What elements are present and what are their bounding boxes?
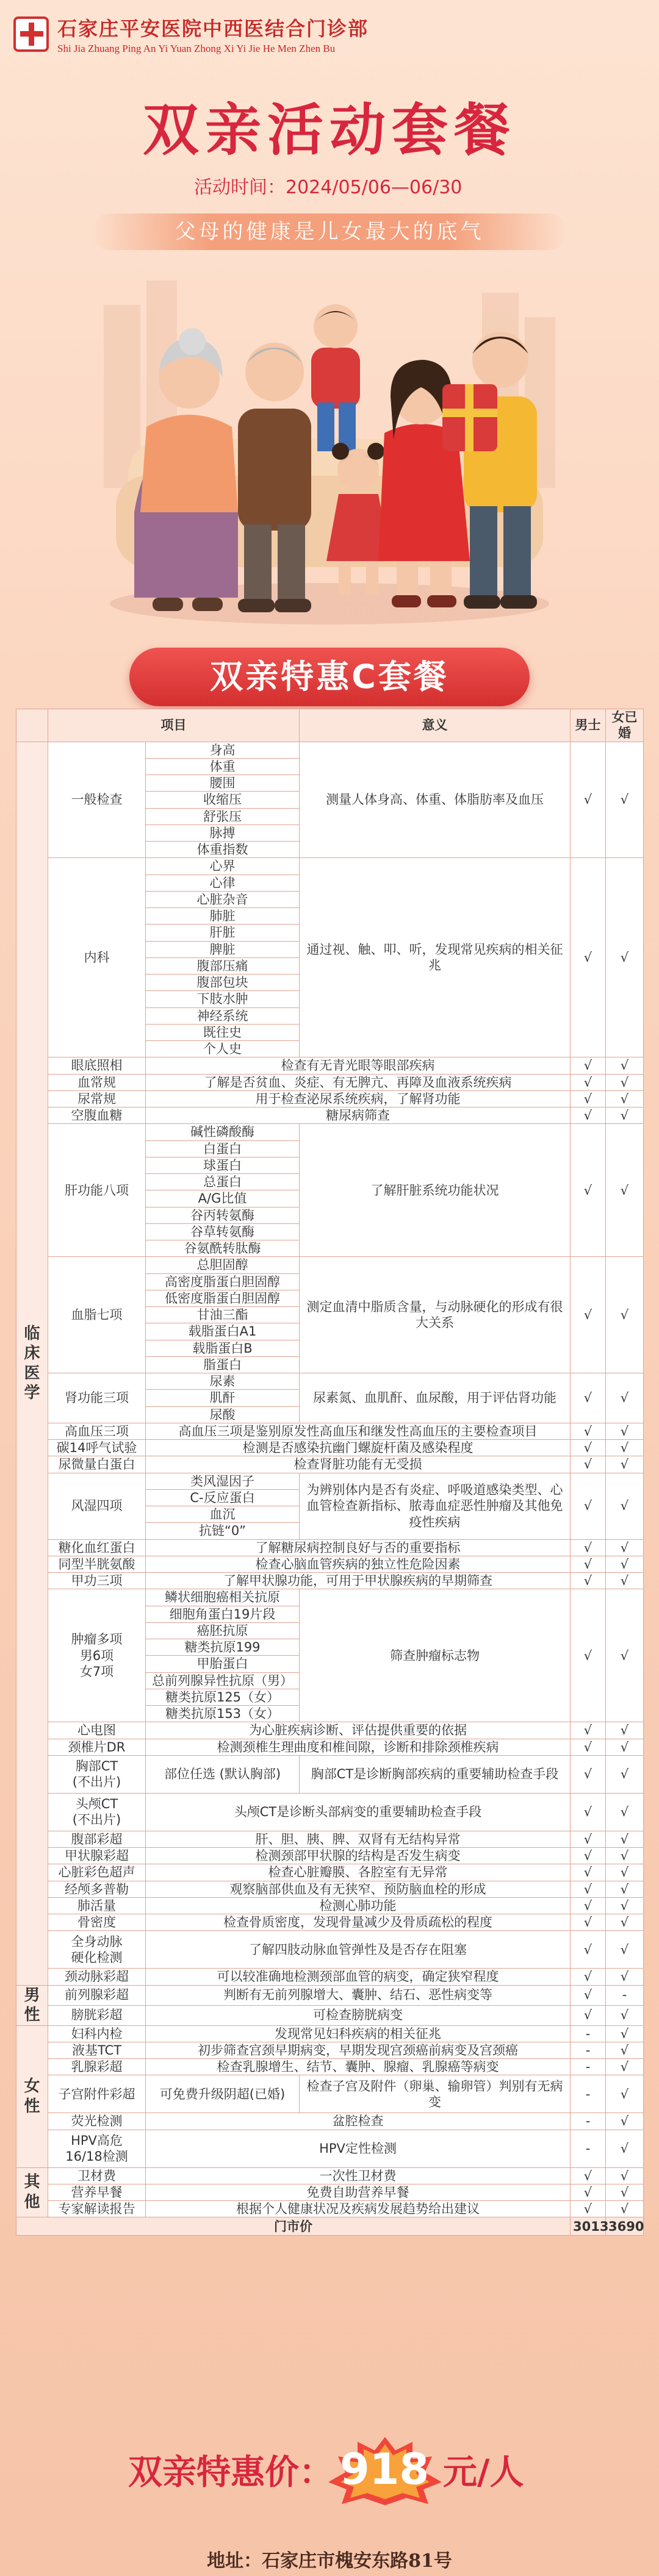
sub-item: A/G比值 (146, 1190, 300, 1207)
item-meaning: 测定血清中脂质含量，与动脉硬化的形成有很大关系 (300, 1257, 571, 1373)
female-mark: √ (606, 1373, 644, 1423)
table-row (16, 2167, 644, 2184)
item-name: 膀胱彩超 (48, 2005, 146, 2025)
sub-item: 神经系统 (146, 1007, 300, 1024)
sub-item: 谷草转氨酶 (146, 1223, 300, 1240)
footer (0, 2436, 659, 2576)
sub-item: 鳞状细胞癌相关抗原 (146, 1589, 300, 1606)
male-mark: √ (571, 1881, 606, 1897)
item-meaning: 筛查肿瘤标志物 (300, 1589, 571, 1722)
item-meaning: 高血压三项是鉴别原发性高血压和继发性高血压的主要检查项目 (146, 1423, 571, 1439)
item-name: 全身动脉 硬化检测 (48, 1931, 146, 1969)
male-mark: √ (571, 2201, 606, 2217)
item-meaning: 检测心肺功能 (146, 1897, 571, 1914)
price-female: 3690 (606, 2217, 644, 2236)
item-name: 尿常规 (48, 1090, 146, 1107)
sub-item: 个人史 (146, 1041, 300, 1057)
sale-price: 918 (339, 2444, 430, 2494)
female-mark: √ (606, 1722, 644, 1739)
male-mark: √ (571, 1423, 606, 1439)
female-mark: √ (606, 2075, 644, 2113)
sub-item: 谷丙转氨酶 (146, 1207, 300, 1223)
item-name: 胸部CT (不出片) (48, 1755, 146, 1793)
sub-item: 体重 (146, 758, 300, 775)
item-meaning: 胸部CT是诊断胸部疾病的重要辅助检查手段 (300, 1755, 571, 1793)
sub-item: 血沉 (146, 1506, 300, 1523)
item-name: 心电图 (48, 1722, 146, 1739)
male-mark: √ (571, 1257, 606, 1373)
item-name: 腹部彩超 (48, 1831, 146, 1847)
item-name: 肿瘤多项 男6项 女7项 (48, 1589, 146, 1722)
item-name: 液基TCT (48, 2042, 146, 2058)
table-row (16, 1057, 644, 1074)
sub-item: 体重指数 (146, 842, 300, 858)
sub-item: 白蛋白 (146, 1140, 300, 1157)
table-row (16, 1848, 644, 1864)
male-mark: √ (571, 2167, 606, 2184)
male-mark: √ (571, 1793, 606, 1831)
male-mark: √ (571, 1456, 606, 1473)
item-meaning: 用于检查泌尿系统疾病，了解肾功能 (146, 1090, 571, 1107)
sub-item: 载脂蛋白B (146, 1340, 300, 1356)
item-name: 一般检查 (48, 742, 146, 858)
item-meaning: 通过视、触、叩、听，发现常见疾病的相关征兆 (300, 858, 571, 1057)
package-badge: 双亲特惠C套餐 (129, 648, 530, 706)
sub-item: 碱性磷酸酶 (146, 1124, 300, 1140)
item-meaning: 了解是否贫血、炎症、有无脾亢、再障及血液系统疾病 (146, 1074, 571, 1090)
sub-item: 下肢水肿 (146, 991, 300, 1007)
table-row (16, 2201, 644, 2217)
sub-item: 类风湿因子 (146, 1473, 300, 1489)
sub-item: 甲胎蛋白 (146, 1656, 300, 1672)
female-mark: √ (606, 1739, 644, 1755)
sub-item: 腹部包块 (146, 975, 300, 991)
item-meaning: 测量人体身高、体重、体脂肪率及血压 (300, 742, 571, 858)
male-mark: √ (571, 1914, 606, 1931)
male-mark: √ (571, 1124, 606, 1257)
female-mark: √ (606, 2184, 644, 2200)
item-meaning: 检查心脑血管疾病的独立性危险因素 (146, 1556, 571, 1572)
item-meaning: 肝、胆、胰、脾、双肾有无结构异常 (146, 1831, 571, 1847)
sub-item: 腰围 (146, 775, 300, 792)
item-meaning: 为心脏疾病诊断、评估提供重要的依据 (146, 1722, 571, 1739)
sale-unit: 元/人 (443, 2453, 524, 2492)
item-meaning: 尿素氮、血肌酐、血尿酸，用于评估肾功能 (300, 1373, 571, 1423)
table-row (16, 2042, 644, 2058)
hospital-name-cn: 石家庄平安医院中西医结合门诊部 (57, 17, 369, 40)
male-mark: √ (571, 1440, 606, 1456)
female-mark: √ (606, 1090, 644, 1107)
female-mark: √ (606, 1257, 644, 1373)
sub-item: 可免费升级阴超(已婚) (146, 2075, 300, 2113)
item-meaning: 初步筛查宫颈早期病变，早期发现宫颈癌前病变及宫颈癌 (146, 2042, 571, 2058)
female-mark: √ (606, 1755, 644, 1793)
male-mark: √ (571, 1755, 606, 1793)
item-name: HPV高危 16/18检测 (48, 2130, 146, 2167)
female-mark: √ (606, 1793, 644, 1831)
sub-item: 高密度脂蛋白胆固醇 (146, 1273, 300, 1290)
female-mark: √ (606, 1107, 644, 1124)
sub-item: 舒张压 (146, 808, 300, 825)
item-name: 荧光检测 (48, 2113, 146, 2130)
table-row (16, 1124, 644, 1140)
red-cross-icon (13, 16, 49, 52)
female-mark: √ (606, 1831, 644, 1847)
header-item: 项目 (48, 709, 300, 742)
sub-item: 谷氨酰转肽酶 (146, 1240, 300, 1257)
item-meaning: 免费自助营养早餐 (146, 2184, 571, 2200)
event-date: 活动时间：2024/05/06—06/30 (194, 177, 463, 198)
female-mark: √ (606, 1456, 644, 1473)
male-mark: √ (571, 1589, 606, 1722)
table-row (16, 2025, 644, 2042)
table-row (16, 1573, 644, 1589)
sub-item: 心界 (146, 858, 300, 875)
item-name: 心脏彩色超声 (48, 1864, 146, 1881)
item-meaning: 检查心脏瓣膜、各腔室有无异常 (146, 1864, 571, 1881)
table-row (16, 1539, 644, 1556)
table-row (16, 709, 644, 742)
male-mark: √ (571, 1107, 606, 1124)
category-clinical: 临床医学 (16, 742, 48, 1985)
item-meaning: 发现常见妇科疾病的相关征兆 (146, 2025, 571, 2042)
female-mark: √ (606, 1440, 644, 1456)
item-meaning: 为辨别体内是否有炎症、呼吸道感染类型、心血管检查新指标、脓毒血症恶性肿瘤及其他免疫性疾病 (300, 1473, 571, 1539)
table-row (16, 2075, 644, 2113)
female-mark: √ (606, 1931, 644, 1969)
female-mark: - (606, 1985, 644, 2005)
male-mark: √ (571, 1848, 606, 1864)
item-meaning: 头颅CT是诊断头部病变的重要辅助检查手段 (146, 1793, 571, 1831)
sub-item: 脉搏 (146, 825, 300, 841)
item-name: 经颅多普勒 (48, 1881, 146, 1897)
table-row (16, 742, 644, 758)
female-mark: √ (606, 1864, 644, 1881)
table-row (16, 1423, 644, 1439)
male-mark: √ (571, 1556, 606, 1572)
header-female: 女已婚 (606, 709, 644, 742)
sub-item: 肌酐 (146, 1390, 300, 1406)
sub-item: 尿酸 (146, 1406, 300, 1423)
exam-table (16, 709, 644, 2236)
table-row (16, 1090, 644, 1107)
page-title: 双亲活动套餐 (142, 98, 516, 163)
item-meaning: 了解糖尿病控制良好与否的重要指标 (146, 1539, 571, 1556)
sub-item: 收缩压 (146, 792, 300, 808)
table-row (16, 1074, 644, 1090)
header-category (16, 709, 48, 742)
item-meaning: 检查子宫及附件（卵巢、输卵管）判别有无病变 (300, 2075, 571, 2113)
item-name: 颈动脉彩超 (48, 1969, 146, 1985)
table-row (16, 2184, 644, 2200)
item-name: 肝功能八项 (48, 1124, 146, 1257)
sub-item: 糖类抗原153（女） (146, 1706, 300, 1722)
item-name: 风湿四项 (48, 1473, 146, 1539)
table-row (16, 1739, 644, 1755)
item-meaning: 根据个人健康状况及疾病发展趋势给出建议 (146, 2201, 571, 2217)
sub-item: 肺脏 (146, 908, 300, 925)
sub-item: 既往史 (146, 1024, 300, 1040)
female-mark: √ (606, 858, 644, 1057)
sub-item: 肝脏 (146, 925, 300, 941)
female-mark: √ (606, 2025, 644, 2042)
item-meaning: 检查有无青光眼等眼部疾病 (146, 1057, 571, 1074)
male-mark: √ (571, 1864, 606, 1881)
header-male: 男士 (571, 709, 606, 742)
sub-item: 抗链“0” (146, 1523, 300, 1539)
item-name: 碳14呼气试验 (48, 1440, 146, 1456)
female-mark: √ (606, 2130, 644, 2167)
item-meaning: 盆腔检查 (146, 2113, 571, 2130)
price-label: 门市价 (16, 2217, 571, 2236)
table-row (16, 1914, 644, 1931)
sub-item: 总前列腺异性抗原（男） (146, 1672, 300, 1689)
sub-item: 低密度脂蛋白胆固醇 (146, 1290, 300, 1306)
sub-item: 部位任选 (默认胸部) (146, 1755, 300, 1793)
item-meaning: 可以较准确地检测颈部血管的病变，确定狭窄程度 (146, 1969, 571, 1985)
item-name: 血脂七项 (48, 1257, 146, 1373)
item-meaning: 判断有无前列腺增大、囊肿、结石、恶性病变等 (146, 1985, 571, 2005)
table-row (16, 1985, 644, 2005)
female-mark: √ (606, 2059, 644, 2075)
sub-item: 球蛋白 (146, 1157, 300, 1173)
table-row (16, 1722, 644, 1739)
male-mark: - (571, 2130, 606, 2167)
table-row (16, 2130, 644, 2167)
category-male_only: 男性 (16, 1985, 48, 2025)
item-meaning: 检查乳腺增生、结节、囊肿、腺瘤、乳腺癌等病变 (146, 2059, 571, 2075)
male-mark: √ (571, 1985, 606, 2005)
sub-item: 甘油三酯 (146, 1307, 300, 1323)
poster-header (0, 0, 659, 696)
female-mark: √ (606, 1556, 644, 1572)
item-name: 糖化血红蛋白 (48, 1539, 146, 1556)
item-name: 颈椎片DR (48, 1739, 146, 1755)
item-meaning: 检查骨质密度，发现骨量减少及骨质疏松的程度 (146, 1914, 571, 1931)
male-mark: √ (571, 2184, 606, 2200)
female-mark: √ (606, 1573, 644, 1589)
item-name: 空腹血糖 (48, 1107, 146, 1124)
male-mark: √ (571, 1722, 606, 1739)
item-name: 尿微量白蛋白 (48, 1456, 146, 1473)
table-row (16, 1257, 644, 1273)
table-row (16, 1793, 644, 1831)
item-name: 肾功能三项 (48, 1373, 146, 1423)
sub-item: 糖类抗原199 (146, 1639, 300, 1656)
female-mark: √ (606, 1057, 644, 1074)
item-name: 卫材费 (48, 2167, 146, 2184)
male-mark: √ (571, 1539, 606, 1556)
table-row (16, 1107, 644, 1124)
header-meaning: 意义 (300, 709, 571, 742)
female-mark: √ (606, 742, 644, 858)
sub-item: 总胆固醇 (146, 1257, 300, 1273)
sale-label: 双亲特惠价： (128, 2453, 333, 2492)
table-row (16, 1456, 644, 1473)
sub-item: 脾脏 (146, 941, 300, 957)
male-mark: √ (571, 1090, 606, 1107)
item-name: 内科 (48, 858, 146, 1057)
item-meaning: 一次性卫材费 (146, 2167, 571, 2184)
price-male: 3013 (571, 2217, 606, 2236)
item-name: 骨密度 (48, 1914, 146, 1931)
item-meaning: 检查肾脏功能有无受损 (146, 1456, 571, 1473)
male-mark: √ (571, 858, 606, 1057)
sub-item: 尿素 (146, 1373, 300, 1390)
price-row (16, 2217, 644, 2236)
item-name: 眼底照相 (48, 1057, 146, 1074)
item-name: 子宫附件彩超 (48, 2075, 146, 2113)
sub-item: 总蛋白 (146, 1174, 300, 1190)
female-mark: √ (606, 1589, 644, 1722)
item-name: 同型半胱氨酸 (48, 1556, 146, 1572)
male-mark: √ (571, 2005, 606, 2025)
family-illustration (92, 256, 567, 634)
female-mark: √ (606, 1539, 644, 1556)
sub-item: 癌胚抗原 (146, 1622, 300, 1639)
sub-item: 身高 (146, 742, 300, 758)
item-name: 营养早餐 (48, 2184, 146, 2200)
female-mark: √ (606, 1897, 644, 1914)
table-row (16, 2059, 644, 2075)
item-name: 乳腺彩超 (48, 2059, 146, 2075)
female-mark: √ (606, 2201, 644, 2217)
table-row (16, 1755, 644, 1793)
address: 地址：石家庄市槐安东路81号 (207, 2550, 452, 2572)
table-row (16, 1440, 644, 1456)
female-mark: √ (606, 2113, 644, 2130)
table-row (16, 1931, 644, 1969)
male-mark: √ (571, 1739, 606, 1755)
table-row (16, 1831, 644, 1847)
item-name: 头颅CT (不出片) (48, 1793, 146, 1831)
item-name: 妇科内检 (48, 2025, 146, 2042)
table-row (16, 1373, 644, 1390)
category-other: 其他 (16, 2167, 48, 2217)
hospital-name-en: Shi Jia Zhuang Ping An Yi Yuan Zhong Xi Yi Jie He Men Zhen Bu (57, 43, 336, 54)
sub-item: 糖类抗原125（女） (146, 1689, 300, 1705)
sub-item: 载脂蛋白A1 (146, 1323, 300, 1340)
item-name: 高血压三项 (48, 1423, 146, 1439)
female-mark: √ (606, 1124, 644, 1257)
item-name: 甲状腺彩超 (48, 1848, 146, 1864)
female-mark: √ (606, 1969, 644, 1985)
table-row (16, 1589, 644, 1606)
table-row (16, 1864, 644, 1881)
sub-item: 腹部压痛 (146, 957, 300, 974)
item-meaning: 了解肝脏系统功能状况 (300, 1124, 571, 1257)
female-mark: √ (606, 1473, 644, 1539)
male-mark: - (571, 2025, 606, 2042)
male-mark: √ (571, 1573, 606, 1589)
table-row (16, 1556, 644, 1572)
hospital-logo (13, 13, 369, 55)
female-mark: √ (606, 1914, 644, 1931)
item-meaning: 糖尿病筛查 (146, 1107, 571, 1124)
female-mark: √ (606, 2042, 644, 2058)
exam-table-body (16, 709, 644, 2236)
male-mark: √ (571, 1897, 606, 1914)
sub-item: 心律 (146, 875, 300, 891)
male-mark: - (571, 2113, 606, 2130)
male-mark: √ (571, 1373, 606, 1423)
table-row (16, 858, 644, 875)
male-mark: √ (571, 1969, 606, 1985)
item-name: 前列腺彩超 (48, 1985, 146, 2005)
female-mark: √ (606, 2167, 644, 2184)
female-mark: √ (606, 1848, 644, 1864)
table-row (16, 1881, 644, 1897)
item-meaning: HPV定性检测 (146, 2130, 571, 2167)
sub-item: 脂蛋白 (146, 1356, 300, 1373)
sub-item: 细胞角蛋白19片段 (146, 1606, 300, 1622)
table-row (16, 2005, 644, 2025)
male-mark: √ (571, 1057, 606, 1074)
item-name: 肺活量 (48, 1897, 146, 1914)
item-meaning: 检测颈部甲状腺的结构是否发生病变 (146, 1848, 571, 1864)
item-name: 血常规 (48, 1074, 146, 1090)
male-mark: √ (571, 742, 606, 858)
male-mark: - (571, 2042, 606, 2058)
sub-item: C-反应蛋白 (146, 1489, 300, 1506)
female-mark: √ (606, 1423, 644, 1439)
table-row (16, 2113, 644, 2130)
item-meaning: 检测颈椎生理曲度和椎间隙，诊断和排除颈椎疾病 (146, 1739, 571, 1755)
slogan-banner: 父母的健康是儿女最大的底气 (92, 213, 567, 250)
table-row (16, 1897, 644, 1914)
item-name: 专家解读报告 (48, 2201, 146, 2217)
category-female_only: 女性 (16, 2025, 48, 2167)
male-mark: √ (571, 1074, 606, 1090)
male-mark: - (571, 2059, 606, 2075)
item-meaning: 观察脑部供血及有无狭窄、预防脑血栓的形成 (146, 1881, 571, 1897)
table-row (16, 1473, 644, 1489)
item-meaning: 了解甲状腺功能，可用于甲状腺疾病的早期筛查 (146, 1573, 571, 1589)
female-mark: √ (606, 2005, 644, 2025)
item-meaning: 可检查膀胱病变 (146, 2005, 571, 2025)
item-name: 甲功三项 (48, 1573, 146, 1589)
table-row (16, 1969, 644, 1985)
item-meaning: 检测是否感染抗幽门螺旋杆菌及感染程度 (146, 1440, 571, 1456)
male-mark: √ (571, 1831, 606, 1847)
sub-item: 心脏杂音 (146, 891, 300, 907)
male-mark: √ (571, 1473, 606, 1539)
item-meaning: 了解四肢动脉血管弹性及是否存在阻塞 (146, 1931, 571, 1969)
female-mark: √ (606, 1881, 644, 1897)
female-mark: √ (606, 1074, 644, 1090)
male-mark: √ (571, 1931, 606, 1969)
male-mark: - (571, 2075, 606, 2113)
